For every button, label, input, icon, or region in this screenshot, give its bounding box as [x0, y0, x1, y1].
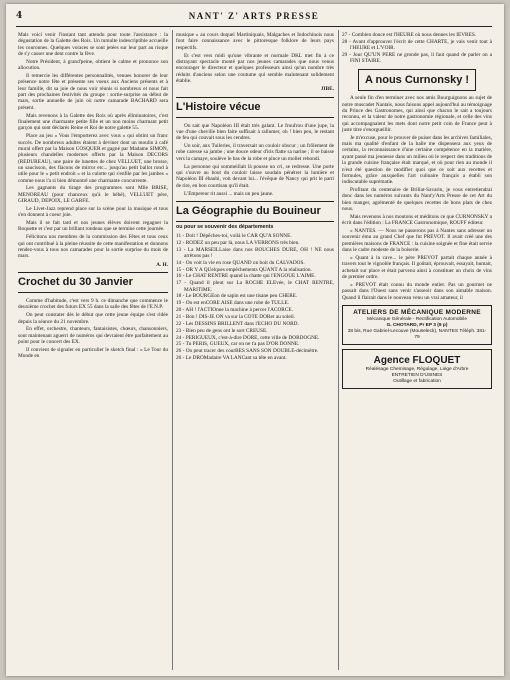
column-right [342, 32, 492, 389]
article-signature: A. H. [156, 261, 168, 268]
article-paragraph: Le Livet-Jazz reprend place sur la scène pour la musique et tous s'en donnent à coeur joie. [18, 205, 168, 219]
article-paragraph: Notre Président, à grand'peine, obtient le calme et prononce son allocution. [18, 58, 168, 72]
list-item: 15 - OR Y A QUelques empêchements QUANT A la réalisation. [176, 266, 312, 273]
article-paragraph: Félicitons nos membres de la commission des Fêtes et tous ceux qui ont contribué à la pleine réussite de cette manifestation et donnons rendez-vous à tous nos camarades pour la sortie surprise du mois de mars. [18, 234, 168, 260]
list-item: 25 - Tu PERIS, GUEUX, car on ne t'a pas D'OR DONNE. [176, 341, 300, 348]
ad-line: Réalésage Chemisage, Régulage, Liège d'Arbre [365, 366, 469, 372]
list-item: 26 - On peut tracer des courBES SANS SON DOUBLE-décimètre. [176, 348, 319, 355]
list-item: 16 - Le CHAT RENTRE quand la chatte qui l'ENGOUE L'AIME. [176, 273, 316, 280]
ad-title: Agence FLOQUET [373, 354, 461, 366]
section-title-crochet: Crochet du 30 Janvier [18, 272, 168, 293]
article-paragraph: A seule fin d'en terminer avec nos amis Bourguignons au sujet de notre muscadet Nantais, nous faisons appel aujourd'hui au témoignage du Prince des Gastronomes, qui ainsi que chacun le sait a toujours reconnu, et la valeur de notre gastronomie régionale, et celle des vins qui accompagnaient les mets dont notre petit coin de France peut à juste titre s'enorgueillir. [342, 95, 492, 133]
list-item: 24 - PERIGUEUX, c'est-à-dire DORE, cette ville de DORDOGNE. [176, 334, 320, 341]
article-paragraph: Profitant du centenaire de Brillat-Savarin, je vous entretiendrai donc dans les numéros suivants du Nant'y'Arts Presse de cet Art du bien manger, agrémenté de quelques recettes de bons plats de chez nous. [342, 187, 492, 213]
article-paragraph: On sait que Napoléon III était très galant. Le froufrou d'une jupe, la vue d'une cheville bien faite suffisait à rallumer, oh ! bien peu, le restant de feu qui couvait sous les cendres. [176, 122, 334, 142]
article-paragraph: Mais revenons à nos moutons et méditons ce que CURNONSKY a écrit dans l'édition : La FRANCE Gastronomique, ROUFF éditeur. [342, 213, 492, 227]
column-divider [338, 30, 339, 670]
section-subtitle: ou pour se souvenir des départements [176, 223, 274, 230]
article-paragraph: Comme d'habitude, c'est vers 9 h. ce dimanche que commence le deuxième crochet des futurs EX 55 dans la salle des fêtes de l'E.N.P. [18, 298, 168, 311]
list-item: 17 - Quand il pleut sur La ROCHE ELEvée, le CHAT RENTRE, MARITIME. [176, 280, 334, 293]
list-item: 27 - Combien douce est l'HEURE où nous dennes les IEVRES. [342, 32, 477, 38]
ad-line: Outillage et fabrication [393, 378, 441, 384]
ad-line: G. CHOTARD, Pr EP 3 (9 p) [386, 322, 448, 328]
article-paragraph: Je m'excuse, pour le prouver de puiser dans les archives familiales, mais ma qualité d'enfant de la balle me dispensera aux yeux de certains, la reconnaissance d'une certaine compétence en la matière, ayant passé ma jeunesse dans un milieu où le respect des traditions de la grande cuisine française était marqué, et où pour rien au monde il n'eut été question de modifier quoi que ce soit aux recettes et formules, grâce auxquelles l'art culinaire français a établi son indiscutable suprématie. [342, 134, 492, 186]
article-paragraph: « NANTES. — Nous ne passerons pas à Nantes sans adresser un souvenir ému au grand Chef que fut PREVOT. Il avait créé une des premières maisons de FRANCE : la cuisine soignée et fine était servie dans le cadre modeste de la boiserie. [342, 228, 492, 254]
column-divider [172, 30, 173, 670]
section-title-curnonsky: A nous Curnonsky ! [358, 69, 476, 91]
article-paragraph: On peut constater dès le début que cette jeune équipe s'est ridée depuis la séance du 21 novembre. [18, 312, 168, 325]
list-item: 13 - La MARSEILLaise dans nos BOUCHES DURE, OH ! NE nous arrêtons pas ! [176, 246, 334, 259]
list-item: 29 - Jour QU'UN PERE ne gronde pas, il faut quand de parler on a FINI STAIRE. [342, 52, 492, 65]
ad-title: ATELIERS DE MÉCANIQUE MODERNE [353, 308, 481, 316]
page-number: 4 [16, 11, 23, 21]
list-item: 20 - AH ! l'ACTIOnne la machine à percer l'ACORCE. [176, 307, 293, 314]
list-item: 28 - Avant d'approuver l'écrit de cette CHARTE, je vais venir tout à l'HEURE et L'VOIR. [342, 38, 492, 52]
article-paragraph: La personne qui sommeillait là pousse un cri, se redresse. Une porte qui s'ouvre au bout du couloir laisse soudain pénétrer la lumière et Napoléon III ébaubi, voit devant lui... l'évêque de Nancy qui prit le parti de rire, en bon courtisan qu'il était. [176, 163, 334, 189]
newspaper-title: NANT' Z' ARTS PRESSE [188, 11, 320, 21]
article-paragraph: L'Empereur rit aussi ... mais un peu jaune. [184, 190, 274, 197]
list-item: 18 - Le BOURGEon de sapin est une tisane peu CHERE. [176, 293, 298, 300]
list-item: 21 - Bon ! DIS-JE ON va sur la COTE DORer au soleil. [176, 314, 296, 320]
list-item: 12 - RODEZ un peu par là, nous LA VERRONS très bien. [176, 239, 300, 246]
column-left [18, 32, 168, 361]
article-paragraph: Il convient de signaler en particulier le sketch final : « Le Tour du Monde en [18, 346, 168, 360]
section-title-geographie: La Géographie du Bouineur [176, 201, 334, 222]
advertisement-floquet [342, 349, 492, 389]
ad-line: ENTRETIEN D'USINES [391, 372, 443, 378]
article-paragraph: Mais il se fait tard et nos jeunes élèves doivent regagner la Roquette et c'est par un brillant rondeau que se termine cette journée. [18, 220, 168, 233]
article-paragraph: « Quant à la cave... le père PREVOT partait chaque année à travers tout le vignoble français. Il goûtait, éprouvait, essayait, humait, achetait sur place et était parvenu ainsi à constituer un choix de vins de premier ordre. [342, 254, 492, 280]
article-paragraph: Un soir, aux Tuileries, il traversait un couloir obscur ; un frôlement de robe caresse sa jambe ; une douce odeur d'iris flatte sa narine ; il se baisse vers la camaye, soulève le bas de la robe et pince un mollet rebondi. [176, 143, 334, 162]
list-item: 22 - Les DESSINS BRILLENT dans l'ECHO DU NORD. [176, 320, 299, 327]
article-paragraph: Il remercie les différentes personnalités, venues honorer de leur présence notre fête et présente ses voeux aux Anciens présents et à leur famille, dit sa joie de nous voir réunis si nombreux et nous fait part des prochaines festivités du groupe : sortie-surprise au début de mars, sortie annuelle de juin où notre camarade BACHARD sera présent. [18, 73, 168, 111]
list-item: 26 - Le DROMadaire VA LANCant sa tête en avant. [176, 355, 287, 362]
section-title-histoire: L'Histoire vécue [176, 97, 334, 118]
ad-line: Mécanique Générale - Rectification Automobile [367, 316, 467, 322]
list-item: 14 - On voit la vie en rose QUAND on boit du CALVADOS. [176, 259, 305, 266]
column-middle [176, 32, 334, 362]
ad-line: 38 bis, Rue Gabriel-Lecouve (Mouseleck), NANTES Téléph. 381-79 [347, 328, 487, 340]
list-item: 11 - Doit ! Dépêches-toi, voilà le CAR QU'A SONNE. [176, 232, 292, 239]
newspaper-page [6, 4, 504, 676]
advertisement-ateliers [342, 305, 492, 345]
article-paragraph: Mais voici venir l'instant tant attendu pour toute l'assistance : la dégustation de la Galette des Rois. Un tumulte indescriptible accueille les couronnes. Quelques voraces se sont jetées sur leur part au risque de s'y casser une dent contre la fève. [18, 32, 168, 58]
article-paragraph: Mais revenons à la Galette des Rois où après éliminatoires, c'est finalement une charmante petite fille et un non moins charmant petit garçon qui sont déclarés Reine et Roi de notre galette 55. [18, 112, 168, 132]
article-paragraph: « PREVOT était connu du monde entier. Pas un gourmet ne passait dans l'Ouest sans venir s'asseoir dans son aimable maison. Quand il flairait dans le nouveau venu un vrai amateur, il [342, 281, 492, 301]
article-paragraph: musique » au cours duquel Martiniquais, Malgaches et Indochinois nous font faire connaissance avec le pittoresque folklore de leurs pays respectifs. [176, 32, 334, 51]
page-header [16, 10, 492, 27]
list-item: 23 - Bien peu de gens ont le sort CREUSE. [176, 327, 268, 334]
section-title-wrap [342, 65, 492, 95]
article-paragraph: En effet, orchestre, chanteurs, fantaisistes, chœurs, chansonniers, sont maintenant aguerri de numéros qui devraient être parfaitement au point pour le concert des EX. [18, 326, 168, 346]
article-paragraph: Et c'est vers midi qu'une vibrante et normale DKL met fin à ce distrayant spectacle monté par nos jeunes camarades que nous venus encourager le directeur et quelques professeurs ainsi qu'un nombre très réduits d'anciens selon une coutume qui semble maintenant solidement établie. [176, 52, 334, 84]
article-signature: JIBE. [320, 86, 334, 93]
list-item: 19 - On est enCORE AISE dans une robe de TULLE. [176, 300, 290, 307]
article-paragraph: Les gagnants du tirage des programmes sont Mlle BRISE, MENOREAU (pour chanceux qu'à le bébé), VELLUET père, GIRAUD, DEPOIX, LE GARFE. [18, 185, 168, 205]
article-paragraph: Place au jeu « Vous l'emporterez avec vous » qui obtint un franc succès. De nombreux adultes étaient à deviner dont un moulin à café mural offert par la Maison COSQUER et gagné par Madame SIMON, plusieurs chandelles modernes offerts par la Maison DECORS (REDUREAU), une paire de lunettes de chez VELLUET, une brosse, un saucisson, des flacons de mirror etc... jusqu'au petit ballot rond à utile pour le « petit endroit » et la culotte qui s'enfile par les jambes « comme nous l'a si bien démontré une charmante concurrente. [18, 133, 168, 184]
